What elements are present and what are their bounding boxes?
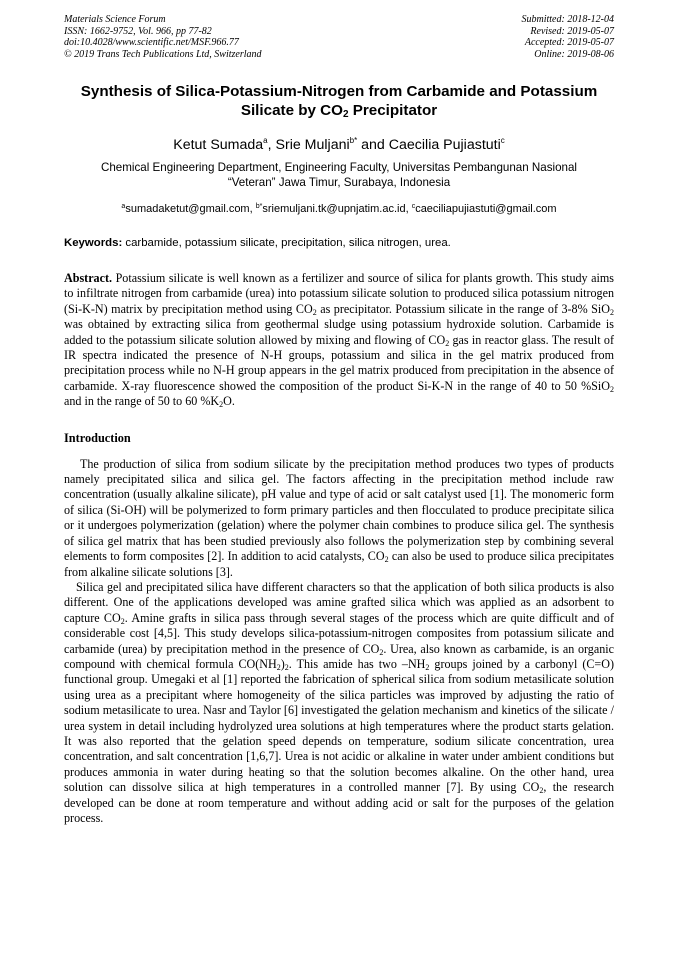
subscript: 2 xyxy=(379,647,384,657)
subscript: 2 xyxy=(425,662,430,672)
journal-info xyxy=(64,14,262,60)
paragraph-text: The production of silica from sodium silicate by the precipitation method produces two types of products namely precipitated silica and silica gel. The factors affecting in the precipitation method include raw concentration (usually alkaline silicate), pH value and type of acid or salt catalyst used [1]. The monomeric form of silica (Si-OH) will be polymerized to form primary particles and then flocculated to produce precipitate silica or it undergoes polymerization (gelation) where the polymer chain combines to produce silica gel. The synthesis of silica gel matrix that has been studied previously also follows the polymerization step by combining several elements to form composites [2]. In addition to acid catalysts, CO xyxy=(64,456,614,564)
doi-line: doi:10.4028/www.scientific.net/MSF.966.77 xyxy=(64,37,239,48)
subscript: 2 xyxy=(276,662,281,672)
online-date: Online: 2019-08-06 xyxy=(534,48,614,60)
title-text-end: Precipitator xyxy=(348,102,438,119)
subscript: 2 xyxy=(284,662,289,672)
paragraph-text: Silica gel and precipitated silica have different characters so that the application of both silica products is also different. One of the applications developed was amine grafted silica which was applied as an adsorbent to capture CO xyxy=(64,579,614,625)
copyright-line: © 2019 Trans Tech Publications Ltd, Switzerland xyxy=(64,48,262,60)
paragraph-text: . Urea, also known as carbamide, is an organic compound with chemical formula CO(NH xyxy=(64,641,614,671)
paragraph-text: ) xyxy=(280,656,285,671)
accepted-date: Accepted: 2019-05-07 xyxy=(524,37,614,48)
author-separator: , xyxy=(267,137,276,153)
email-mark: b* xyxy=(255,203,263,210)
revised-date: Revised: 2019-05-07 xyxy=(530,25,614,37)
subscript: 2 xyxy=(384,555,389,565)
abstract-text: Potassium silicate is well known as a fertilizer and source of silica for plants growth. This study aims to infiltrate nitrogen from carbamide (urea) into potassium silicate solution to produced silica potassium nitrogen (Si-K-N) matrix by precipitation method using CO xyxy=(64,271,614,316)
author-list xyxy=(64,132,614,154)
affiliation-line-1: Chemical Engineering Department, Engineering Faculty, Universitas Pembangunan Nasional xyxy=(100,161,578,174)
subscript: 2 xyxy=(610,384,614,394)
intro-paragraph-2 xyxy=(64,580,614,827)
abstract xyxy=(64,271,614,410)
affiliation-line-2: “Veteran” Jawa Timur, Surabaya, Indonesia xyxy=(227,176,451,189)
abstract-label: Abstract. xyxy=(64,271,113,285)
author-1-mark: a xyxy=(263,136,268,145)
affiliation xyxy=(64,160,614,190)
title-subscript: 2 xyxy=(342,109,349,120)
paragraph-text: . Amine grafts in silica pass through several stages of the process which are quite difficult and of considerable cost [4,5]. This study develops silica-potassium-nitrogen composites from potassium silicate and carbamide (urea) by precipitation method in the presence of CO xyxy=(64,610,614,656)
author-2: Srie Muljani xyxy=(275,137,350,153)
title-text: Silicate by CO xyxy=(240,102,343,119)
title-line-2 xyxy=(64,101,614,124)
abstract-text: O. xyxy=(223,394,235,409)
submitted-date: Submitted: 2018-12-04 xyxy=(521,14,614,25)
paragraph-text: . This amide has two –NH xyxy=(288,656,426,671)
paper-title xyxy=(64,82,614,124)
author-3-mark: c xyxy=(500,136,505,145)
subscript: 2 xyxy=(610,307,614,317)
keywords-text: carbamide, potassium silicate, precipitation, silica nitrogen, urea. xyxy=(122,237,451,249)
author-emails xyxy=(64,200,614,216)
subscript: 2 xyxy=(312,307,317,317)
title-line-1: Synthesis of Silica-Potassium-Nitrogen from Carbamide and Potassium xyxy=(80,83,598,100)
author-2-mark: b* xyxy=(349,136,358,145)
subscript: 2 xyxy=(445,338,450,348)
abstract-text: as precipitator. Potassium silicate in the range of 3-8% SiO xyxy=(316,301,610,316)
abstract-text: gas in reactor glass. The result of IR spectra indicated the presence of N-H groups, potassium and silica in the gel matrix produced from precipitation process while no N-H group appears in the gel matrix produced from precipitation in the absence of carbamide. X-ray fluorescence showed the composition of the product Si-K-N in the range of 40 to 50 %SiO xyxy=(64,332,614,393)
subscript: 2 xyxy=(120,616,125,626)
email-mark: a xyxy=(121,203,126,210)
email-link-2[interactable]: sriemuljani.tk@upnjatim.ac.id, xyxy=(262,203,412,215)
paragraph-text: , the research developed can be done at room temperature and without adding acid or salt for the purposes of the gelation process. xyxy=(64,780,614,825)
submission-dates xyxy=(522,14,615,60)
paragraph-text: groups joined by a carbonyl (C=O) functional group. Umegaki et al [1] reported the fabrication of spherical silica from sodium metasilicate solution using urea as a precipitant where homogeneity of the silica particles was improved by adjusting the ratio of sodium metasilicate to urea. Nasr and Taylor [6] investigated the gelation mechanism and kinetics of the silicate / urea system in detail including hydrolyzed urea solutions at high temperatures where the product starts gelation. It was also reported that the gelation speed depends on temperature, sodium silicate concentration, urea concentration, and salt concentration [1,6,7]. Urea is not acidic or alkaline in water under ambient conditions but produces ammonia in water during heating so that the solution becomes alkaline. On the other hand, urea solution can dissolve silica at high temperatures in a controlled manner [7]. By using CO xyxy=(64,656,614,795)
email-link-3[interactable]: caeciliapujiastuti@gmail.com xyxy=(415,203,557,215)
email-mark: c xyxy=(411,203,416,210)
issn-line: ISSN: 1662-9752, Vol. 966, pp 77-82 xyxy=(64,25,212,37)
subscript: 2 xyxy=(539,786,544,796)
email-link-1[interactable]: sumadaketut@gmail.com, xyxy=(125,203,256,215)
section-heading-introduction: Introduction xyxy=(64,430,131,445)
journal-header xyxy=(64,14,614,60)
author-separator: and xyxy=(357,137,389,153)
subscript: 2 xyxy=(219,400,224,410)
journal-name: Materials Science Forum xyxy=(64,14,166,25)
author-3: Caecilia Pujiastuti xyxy=(388,137,501,153)
keywords xyxy=(64,236,614,250)
abstract-text: and in the range of 50 to 60 %K xyxy=(64,394,220,409)
paragraph-text: can also be used to produce silica precipitates from alkaline silicate solutions [3]. xyxy=(64,549,614,579)
author-1: Ketut Sumada xyxy=(173,137,264,153)
keywords-label: Keywords: xyxy=(64,237,123,249)
intro-paragraph-1 xyxy=(64,457,614,580)
abstract-text: was obtained by extracting silica from geothermal sludge using potassium hydroxide solution. Carbamide is added to the potassium silicate solution allowed by mixing and flowing of CO xyxy=(64,317,614,347)
